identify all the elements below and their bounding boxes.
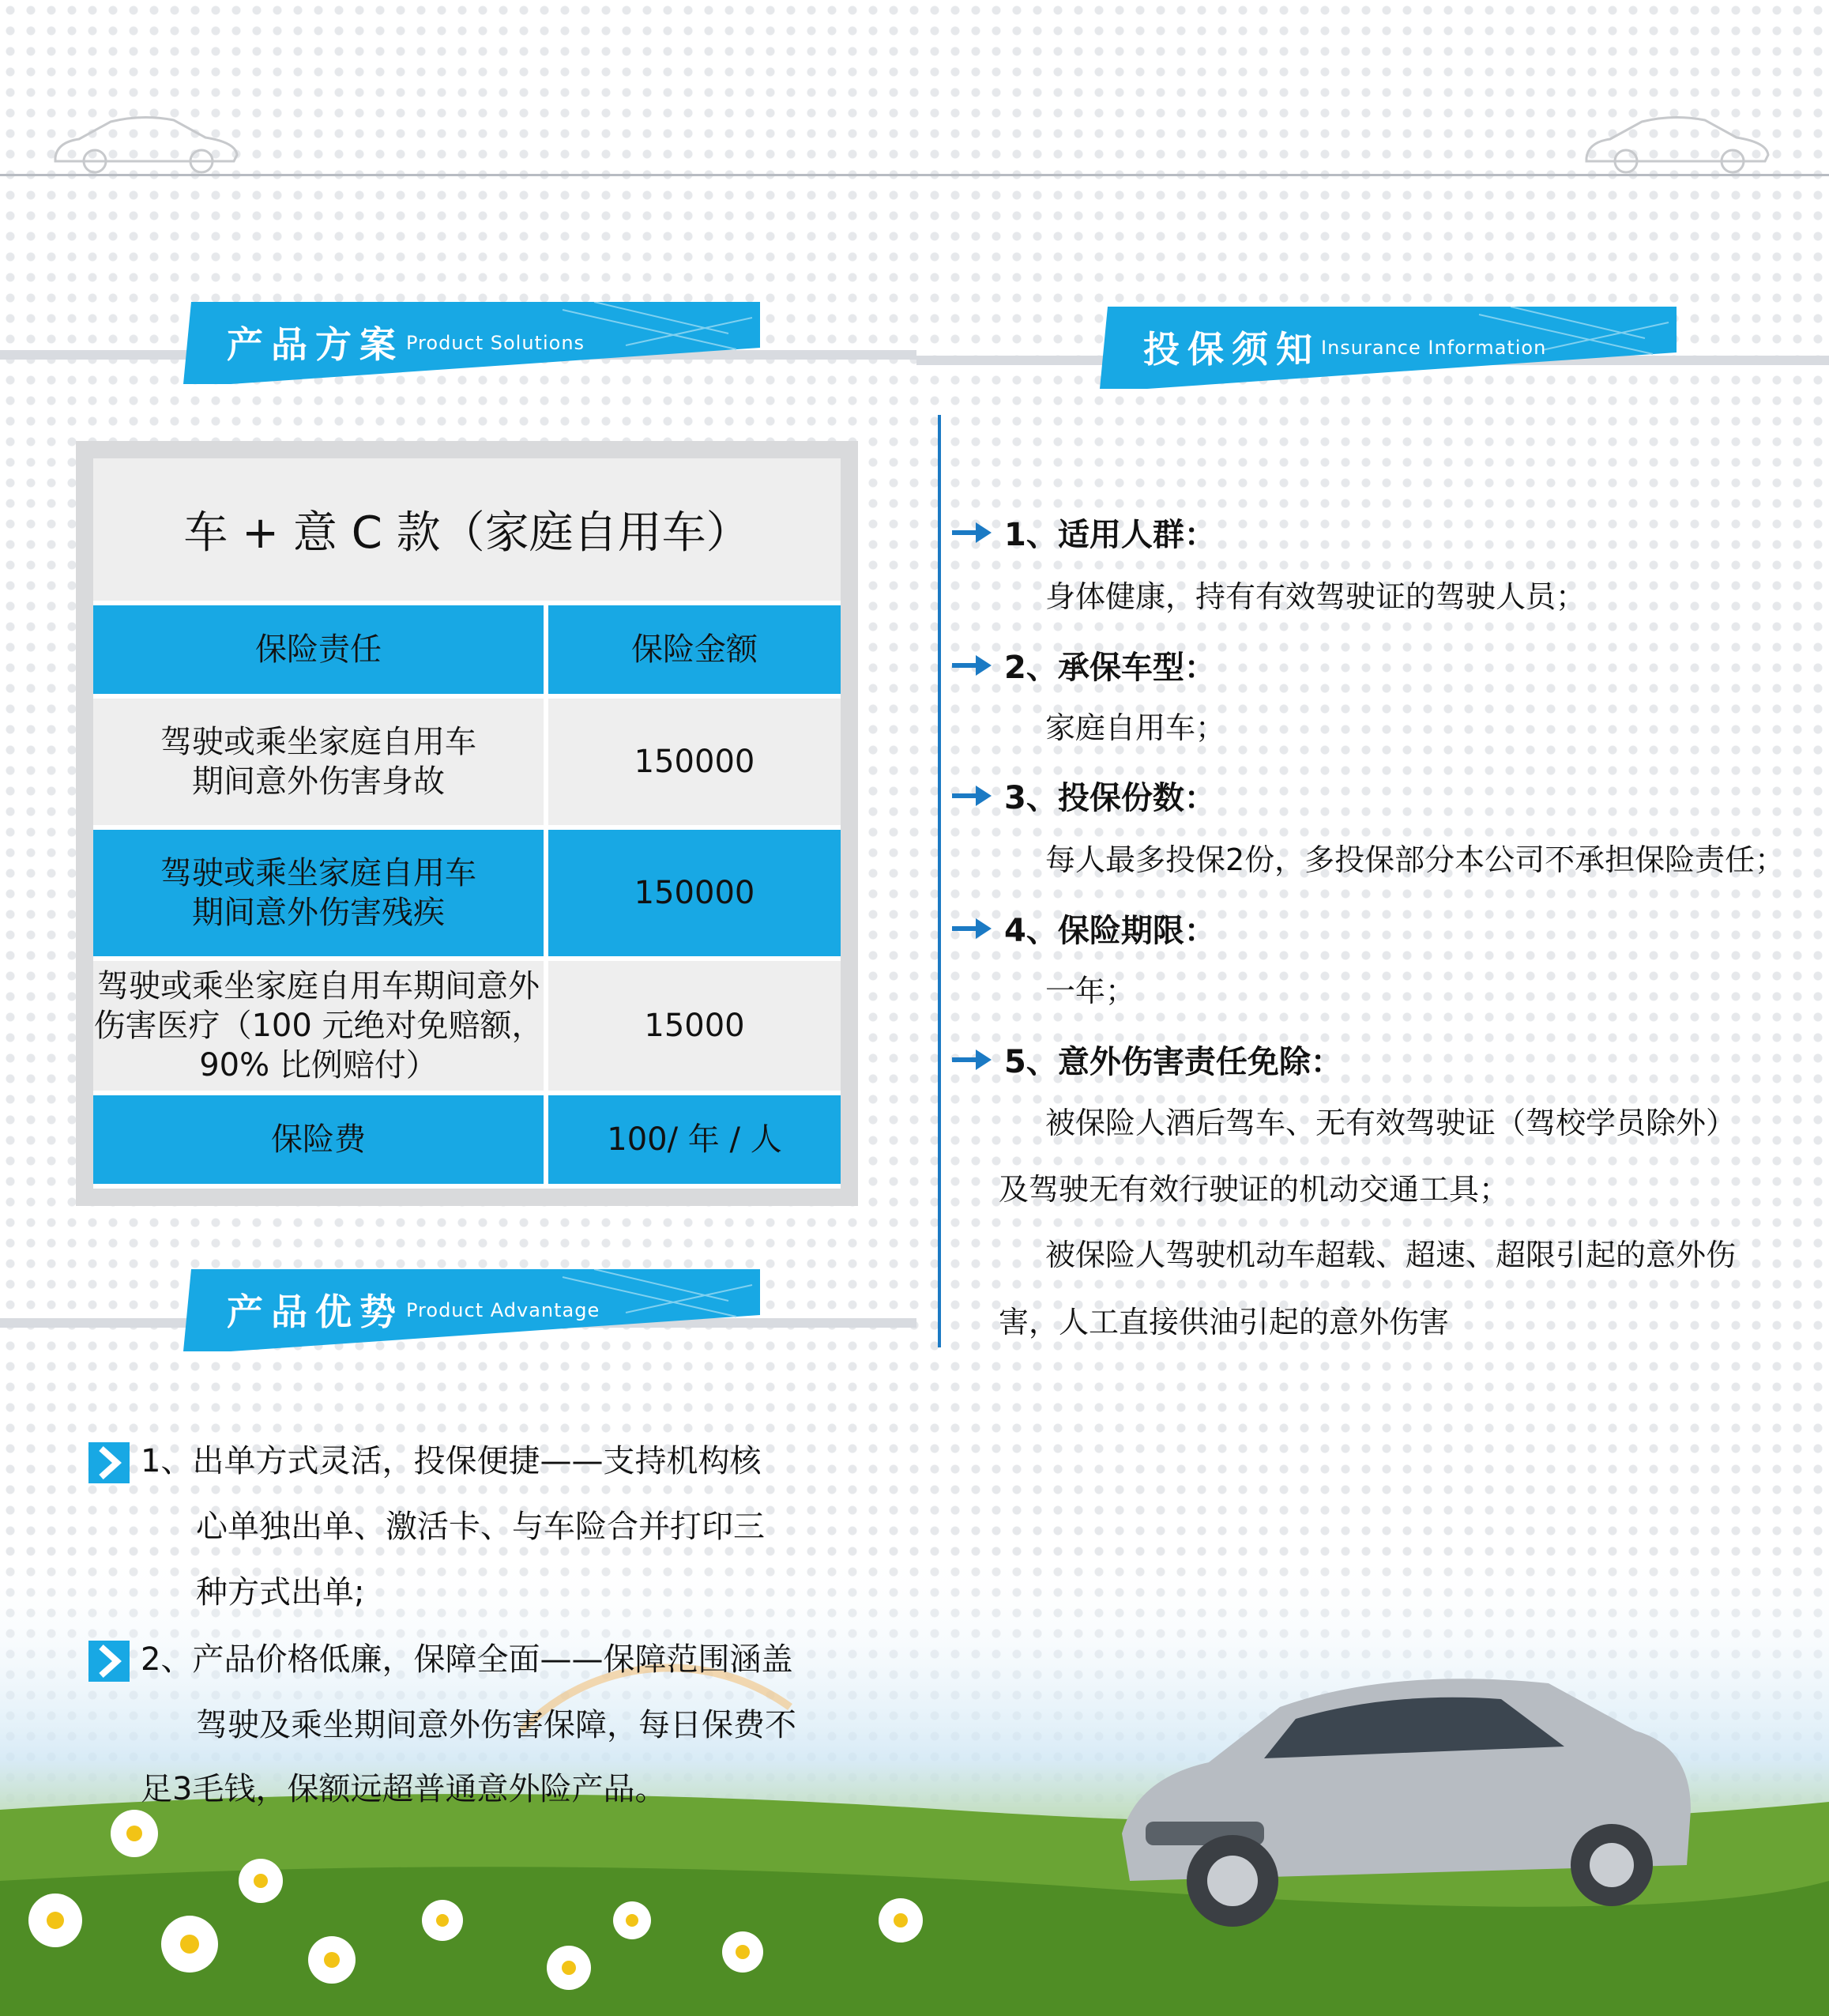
section-banner-info (1100, 307, 1677, 401)
info-text: 及驾驶无有效行驶证的机动交通工具； (999, 1172, 1510, 1207)
section-banner-advantage (183, 1269, 760, 1364)
info-heading-text: 2、承保车型： (1004, 650, 1216, 686)
info-heading-text: 4、保险期限： (1004, 913, 1216, 949)
table-fee-label: 保险费 (93, 1095, 544, 1184)
table-header-amount: 保险金额 (548, 605, 841, 694)
table-header-coverage: 保险责任 (93, 605, 544, 694)
advantage-text: 2、产品价格低廉，保障全面——保障范围涵盖 (141, 1641, 793, 1678)
header-divider (0, 174, 1829, 176)
car-outline-icon (47, 103, 245, 174)
advantage-text: 心单独出单、激活卡、与车险合并打印三 (196, 1509, 765, 1545)
section-banner-solutions (183, 302, 760, 397)
info-text: 害，人工直接供油引起的意外伤害 (999, 1305, 1450, 1340)
advantage-text: 种方式出单; (196, 1574, 365, 1611)
info-vertical-line (938, 415, 941, 1347)
chevron-right-icon (88, 1442, 130, 1483)
arrow-right-icon (952, 654, 992, 677)
info-heading-text: 3、投保份数： (1004, 780, 1216, 816)
info-heading (952, 642, 1216, 688)
product-table (76, 441, 858, 1206)
info-heading-text: 1、适用人群： (1004, 517, 1216, 553)
section-title-en: Product Advantage (406, 1299, 600, 1321)
info-heading (952, 1037, 1342, 1082)
advantage-text: 1、出单方式灵活，投保便捷——支持机构核 (141, 1443, 762, 1479)
arrow-right-icon (952, 917, 992, 940)
advantage-text: 驾驶及乘坐期间意外伤害保障，每日保费不 (196, 1707, 796, 1743)
info-heading (952, 510, 1216, 555)
info-text: 家庭自用车； (1045, 710, 1226, 745)
arrow-right-icon (952, 521, 992, 545)
advantage-text: 足3毛钱，保额远超普通意外险产品。 (141, 1771, 667, 1807)
table-row-amount: 150000 (548, 830, 841, 956)
info-text: 一年； (1045, 974, 1136, 1008)
info-text: 被保险人驾驶机动车超载、超速、超限引起的意外伤 (1045, 1238, 1737, 1272)
info-text: 身体健康，持有有效驾驶证的驾驶人员； (1045, 579, 1586, 614)
info-heading (952, 906, 1216, 951)
table-row-item: 驾驶或乘坐家庭自用车 期间意外伤害残疾 (93, 830, 544, 956)
section-title-cn: 产品优势 (227, 1291, 404, 1333)
table-row-amount: 15000 (548, 961, 841, 1091)
table-fee-value: 100/ 年 / 人 (548, 1095, 841, 1184)
section-title-en: Product Solutions (406, 332, 585, 354)
arrow-right-icon (952, 784, 992, 808)
section-title-cn: 产品方案 (227, 323, 404, 366)
table-row-item: 驾驶或乘坐家庭自用车期间意外 伤害医疗（100 元绝对免赔额， 90% 比例赔付） (93, 961, 544, 1091)
info-heading-text: 5、意外伤害责任免除： (1004, 1044, 1342, 1080)
chevron-right-icon (88, 1641, 130, 1682)
table-title: 车 + 意 C 款（家庭自用车） (93, 458, 841, 601)
arrow-right-icon (952, 1048, 992, 1072)
table-body (93, 458, 841, 1189)
table-row-item: 驾驶或乘坐家庭自用车 期间意外伤害身故 (93, 699, 544, 825)
info-text: 每人最多投保2份，多投保部分本公司不承担保险责任； (1045, 842, 1786, 877)
section-title-en: Insurance Information (1321, 337, 1547, 359)
info-text: 被保险人酒后驾车、无有效驾驶证（驾校学员除外） (1045, 1106, 1737, 1140)
table-row-amount: 150000 (548, 699, 841, 825)
car-outline-icon (1579, 103, 1776, 174)
section-title-cn: 投保须知 (1143, 328, 1320, 371)
info-heading (952, 773, 1216, 818)
